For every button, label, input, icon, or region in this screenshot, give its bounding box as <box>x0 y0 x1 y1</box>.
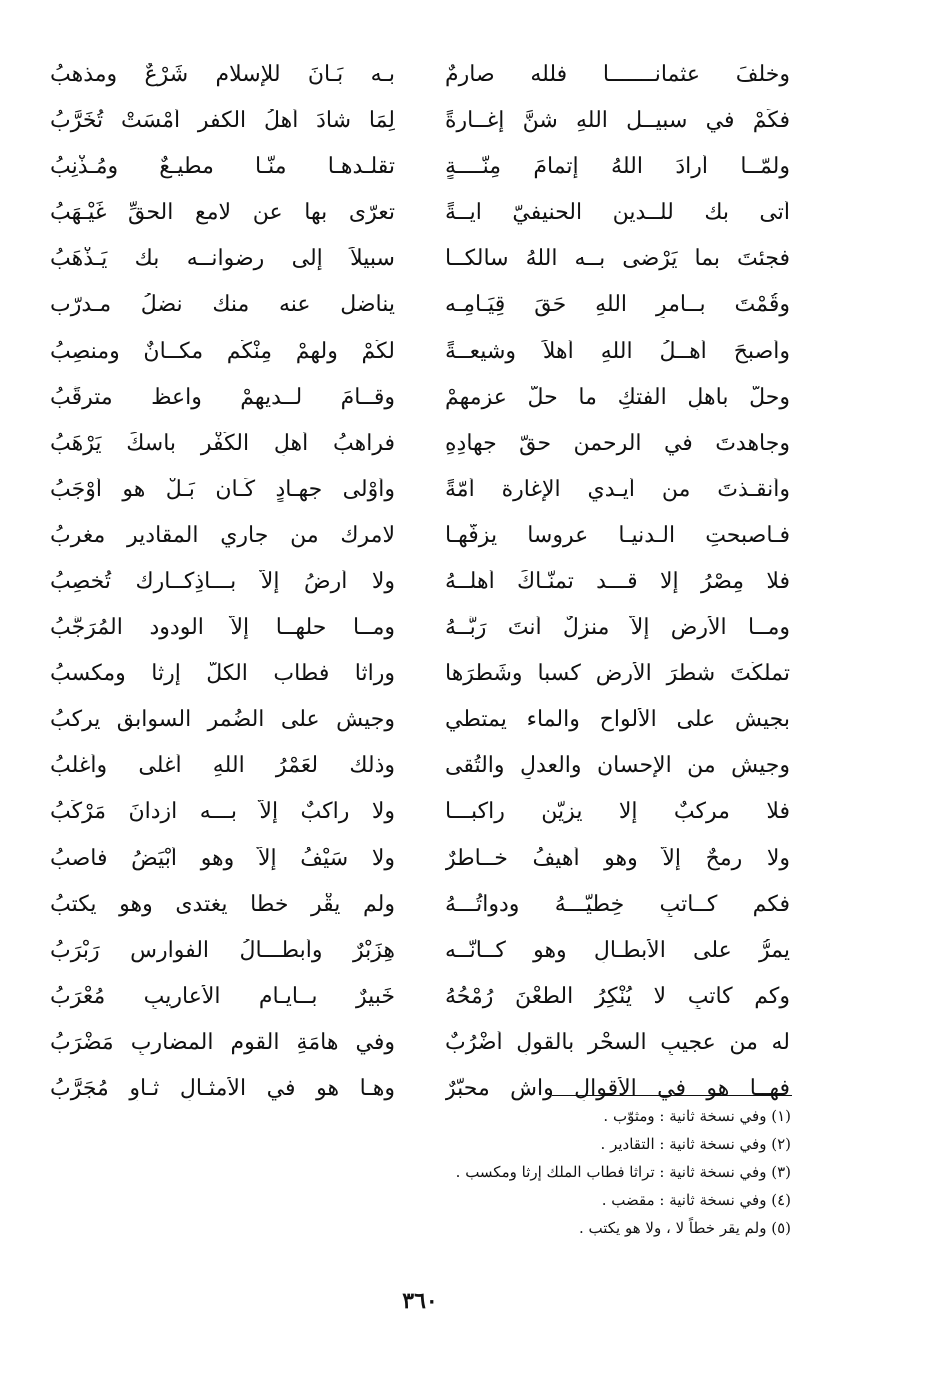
verse-second-hemistich: ومــا حلّهــا إلاّ الودود المُرَجَّبُ <box>50 616 395 641</box>
verse <box>50 928 790 974</box>
footnote: (٤) وفي نسخة ثانية : مقضب . <box>601 1191 791 1209</box>
verse-first-hemistich: وأصبحَ أهــلُ اللهِ أهلاً وشيعــةً <box>445 339 790 364</box>
footnote: (٥) ولم يقر خطاً لا ، ولا هو يكتب . <box>578 1219 791 1237</box>
verse <box>50 190 790 236</box>
verse <box>50 605 790 651</box>
verse <box>50 329 790 375</box>
verse-second-hemistich: بـه بَـانَ للإسلام شَرْعٌ ومذهبُ <box>50 62 395 87</box>
verse-first-hemistich: فجئتَ بما يَرْضى بــه اللهُ سالكــاً <box>445 247 790 272</box>
verse-first-hemistich: ولمّــا أرادَ اللهُ إتمامَ مِنَّــــةٍ <box>445 155 790 180</box>
verse-second-hemistich: يناضل عنه منك نضلُ مـدرّب <box>50 293 395 318</box>
verse <box>50 836 790 882</box>
verse-second-hemistich: ولا أرضُ إلاّ بـــاذِكــارك تُخصِبُ <box>50 569 395 594</box>
verse <box>50 651 790 697</box>
verse-first-hemistich: وجاهدتَ في الرحمن حقّ جهادِهِ <box>445 431 790 456</box>
verse-first-hemistich: بجيشٍ على الألواح والماء يمتطي <box>445 708 790 733</box>
verse-second-hemistich: وأَوْلى جهـادٍ كَـان بَـلْ هو أَوْجَبُ <box>50 477 395 502</box>
verse-second-hemistich: تقلّـدهـا منّـا مطيـعٌ ومُـذْنِبُ <box>50 155 395 180</box>
verse-second-hemistich: هِزَبْرٌ وأبطـــالُ الفوارسِ رَبْرَبُ <box>50 938 395 963</box>
verse-second-hemistich: ولا راكبٌ إلاّ بـــه ازدانَ مَرْكَبُ <box>50 800 395 825</box>
verse-second-hemistich: وذلك لَعَمْرُ اللهِ أغلى وأغلبُ <box>50 754 395 779</box>
verse <box>50 697 790 743</box>
verse-first-hemistich: فكَمْ في سبيــل اللهِ شنَّ إغــارةً <box>445 109 790 134</box>
poem <box>50 52 790 1112</box>
footnote-divider <box>552 1095 792 1096</box>
verse-second-hemistich: لِمَا شادَ أهلُ الكفر أمْسَتْ تُخَرَّبُ <box>50 109 395 134</box>
verse-first-hemistich: وقُمْتَ بــأمرِ اللهِ حَقَ قِيَـامِـه <box>445 293 790 318</box>
verse <box>50 467 790 513</box>
verse <box>50 421 790 467</box>
verse-first-hemistich: فلا مِصْرُ إلا قـــد تمنّـاكَ أهلــهُ <box>445 569 790 594</box>
verse <box>50 743 790 789</box>
verse-second-hemistich: خَبيرٌ بــأيـامِ الأعاريبِ مُعْرَبُ <box>50 984 395 1009</box>
verse-first-hemistich: وأنقـذتَ من أيـدي الإغارة أمّةً <box>445 477 790 502</box>
verse-second-hemistich: لكُمْ ولهمْ مِنْكُم مكــانٌ ومنصِبُ <box>50 339 395 364</box>
verse-first-hemistich: فكم كــاتبٍ خِطّيّـــهُ ودواتُـــهُ <box>445 892 790 917</box>
verse-first-hemistich: تملكّتَ شطرَ الأرضِ كسباً وشَطْرَها <box>445 662 790 687</box>
footnote: (٢) وفي نسخة ثانية : التقادير . <box>600 1135 791 1153</box>
verse-first-hemistich: له من عجيبِ السحْرِ بالقولِ أَضْرُبٌ <box>445 1030 790 1055</box>
verse-second-hemistich: وفي هامَةِ القومِ المضاربِ مَضْرَبُ <box>50 1030 395 1055</box>
verse <box>50 52 790 98</box>
verse <box>50 236 790 282</box>
footnotes <box>151 1102 791 1242</box>
verse-first-hemistich: فـأصبحتِ الـدنيـا عروساً يزفُّهـا <box>445 523 790 548</box>
verse-second-hemistich: وهـا هو في الأمثـالِ ثـاوٍ مُجَرَّبُ <box>50 1077 395 1102</box>
verse-second-hemistich: تعرّى بها عن لامعِ الحقِّ غَيْـهَبُ <box>50 201 395 226</box>
verse-first-hemistich: وخلّفَ عثمانـــــــاً فلله صارمٌ <box>445 62 790 87</box>
verse-first-hemistich: وجيشٍ من الإحسان والعدلِ والتُقى <box>445 754 790 779</box>
verse <box>50 513 790 559</box>
footnote: (١) وفي نسخة ثانية : ومثوّب . <box>603 1107 791 1125</box>
verse-first-hemistich: أتى بك للــدين الحنيفيّ آيــةً <box>445 201 790 226</box>
page-number: ٣٦٠ <box>402 1288 438 1314</box>
verse <box>50 144 790 190</box>
verse-second-hemistich: وجيشٍ على الضُمر السوابقِ يركبُ <box>50 708 395 733</box>
verse-first-hemistich: فهــا هو في الأقوالِ واشٍ محبّرٌ <box>445 1077 790 1102</box>
verse-first-hemistich: يمرُّ على الأبطـالِ وهو كــأنّــه <box>445 938 790 963</box>
verse <box>50 1020 790 1066</box>
verse-first-hemistich: وكم كاتبٍ لا يُنْكِرُ الطَعْنَ رُمْحُهُ <box>445 984 790 1009</box>
verse <box>50 98 790 144</box>
verse-second-hemistich: ولم يقْرِ خطاً يغتدى وهو يكتبُ <box>50 892 395 917</box>
verse-second-hemistich: فراهبُ أهلِ الكُفْرِ بأسكَ يَرْهَبُ <box>50 431 395 456</box>
verse-first-hemistich: ولا رمحٌ إلاّ وهو أهيفُ خــاطرٌ <box>445 846 790 871</box>
verse <box>50 882 790 928</box>
verse-first-hemistich: فلا مركبٌ إلا يزيّن راكبـــاً <box>445 800 790 825</box>
verse-second-hemistich: لامرك من جاري المقادير مغربُ <box>50 523 395 548</box>
verse <box>50 974 790 1020</box>
verse <box>50 790 790 836</box>
verse <box>50 282 790 328</box>
verse <box>50 375 790 421</box>
verse-second-hemistich: سبيلاً إلى رضوانــه بك يَـذْهَبُ <box>50 247 395 272</box>
verse-second-hemistich: وراثاً فطاب الكلّ إرثاً ومكسبُ <box>50 662 395 687</box>
verse-second-hemistich: وقــامَ لــديهمْ واعظٌ مترقِّبُ <box>50 385 395 410</box>
verse-first-hemistich: وحلَّ بأهلِ الفتكِ ما حلَّ عزمهمْ <box>445 385 790 410</box>
verse-second-hemistich: ولا سَيْفُ إلاّ وهو أبْيَضُ فأصبُ <box>50 846 395 871</box>
verse <box>50 559 790 605</box>
verse-first-hemistich: ومــا الأرض إلاّ منزلٌ أنتَ رَبُّــهُ <box>445 616 790 641</box>
footnote: (٣) وفي نسخة ثانية : تراثا فطاب الملك إرثا ومكسب . <box>455 1163 791 1181</box>
